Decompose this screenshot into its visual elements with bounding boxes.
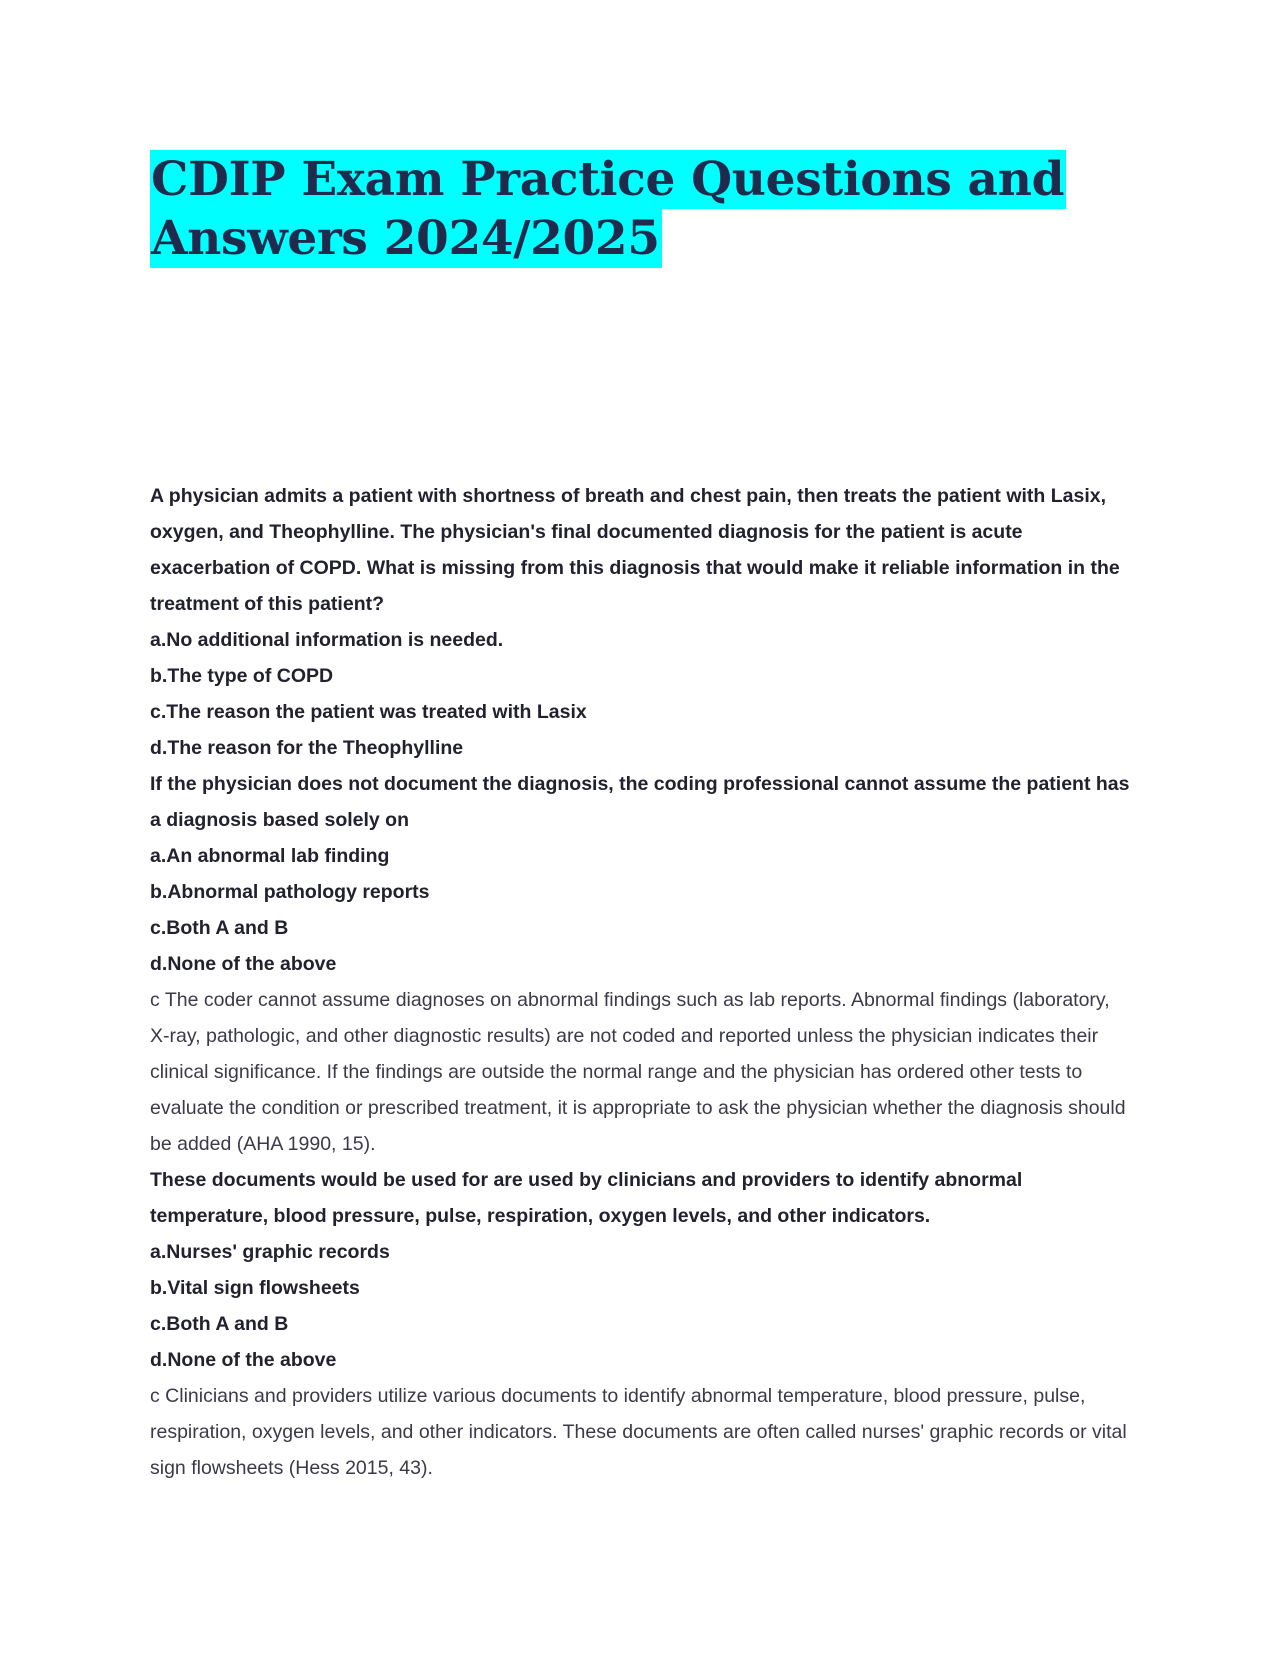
question-2-answer: c The coder cannot assume diagnoses on abnormal findings such as lab reports. Abnormal findings (laboratory, X-ray, pathologic, and other diagnostic results) are not coded and reported unless the physician indicates their clinical significance. If the findings are outside the normal range and the physician has ordered other tests to evaluate the condition or prescribed treatment, it is appropriate to ask the physician whether the diagnosis should be added (AHA 1990, 15).	[150, 989, 1126, 1155]
question-3-option-d: d.None of the above	[150, 1349, 337, 1371]
question-3-option-a: a.Nurses' graphic records	[150, 1241, 390, 1263]
question-2-option-b: b.Abnormal pathology reports	[150, 881, 430, 903]
question-1-text: A physician admits a patient with shortness of breath and chest pain, then treats the patient with Lasix, oxygen, and Theophylline. The physician's final documented diagnosis for the patient is acute exacerbation of COPD. What is missing from this diagnosis that would make it reliable information in the treatment of this patient?	[150, 485, 1120, 615]
question-2-text: If the physician does not document the diagnosis, the coding professional cannot assume the patient has a diagnosis based solely on	[150, 773, 1130, 831]
question-2-option-a: a.An abnormal lab finding	[150, 845, 390, 867]
document-body	[150, 478, 1130, 1486]
question-1-option-d: d.The reason for the Theophylline	[150, 737, 464, 759]
question-2-option-d: d.None of the above	[150, 953, 337, 975]
question-3-answer: c Clinicians and providers utilize various documents to identify abnormal temperature, blood pressure, pulse, respiration, oxygen levels, and other indicators. These documents are often called nurses' graphic records or vital sign flowsheets (Hess 2015, 43).	[150, 1385, 1127, 1479]
question-1-option-b: b.The type of COPD	[150, 665, 334, 687]
question-3-option-c: c.Both A and B	[150, 1313, 289, 1335]
question-3-option-b: b.Vital sign flowsheets	[150, 1277, 360, 1299]
question-1-option-a: a.No additional information is needed.	[150, 629, 504, 651]
question-1-option-c: c.The reason the patient was treated with Lasix	[150, 701, 587, 723]
title-line-1: CDIP Exam Practice Questions and	[151, 152, 1065, 207]
title-line-2: Answers 2024/2025	[151, 211, 660, 266]
document-title	[150, 150, 1065, 268]
question-2-option-c: c.Both A and B	[150, 917, 289, 939]
question-3-text: These documents would be used for are used by clinicians and providers to identify abnormal temperature, blood pressure, pulse, respiration, oxygen levels, and other indicators.	[150, 1169, 1023, 1227]
